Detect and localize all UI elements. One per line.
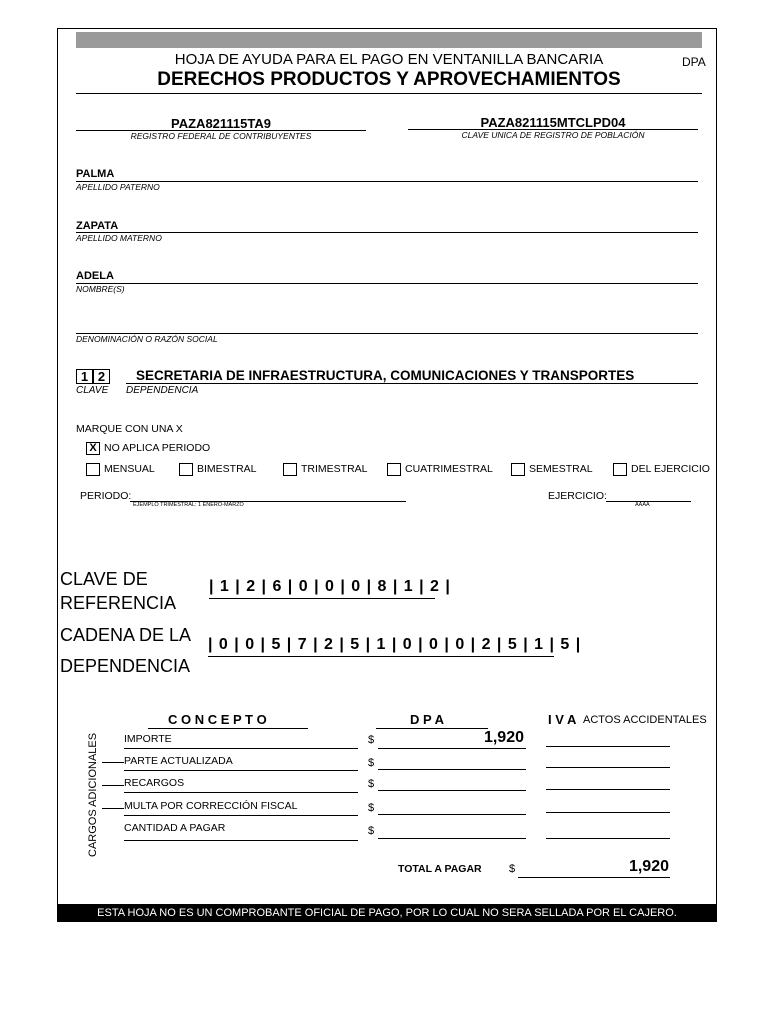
razon-social-caption: DENOMINACIÓN O RAZÓN SOCIAL [76,334,218,344]
col-iva-subheader: ACTOS ACCIDENTALES [583,714,707,726]
row-recargos-line [124,792,358,793]
row-recargos-iva-line[interactable] [546,789,670,790]
col-dpa-header: D P A [410,712,444,727]
row-cantidad-iva-line[interactable] [546,838,670,839]
nombre-caption: NOMBRE(S) [76,284,125,294]
row-multa-currency: $ [368,802,375,814]
col-concepto-header: C O N C E P T O [168,712,267,727]
footer-notice: ESTA HOJA NO ES UN COMPROBANTE OFICIAL DE PAGO, POR LO CUAL NO SERA SELLADA POR EL CAJERO. [57,904,717,922]
clave-referencia-value: | 1 | 2 | 6 | 0 | 0 | 0 | 8 | 1 | 2 | [209,578,451,595]
apellido-materno-value: ZAPATA [76,220,119,232]
apellido-paterno-value: PALMA [76,168,115,180]
total-line [518,877,670,878]
row-multa-tick [102,808,124,809]
dependencia-name: SECRETARIA DE INFRAESTRUCTURA, COMUNICACIONES Y TRANSPORTES [136,368,635,383]
ejercicio-label: EJERCICIO: [548,490,607,502]
row-multa-dpa-line[interactable] [378,814,526,815]
cuatrimestral-label: CUATRIMESTRAL [405,463,493,475]
header-bar [76,32,702,48]
row-importe-dpa: 1,920 [483,729,524,746]
semestral-label: SEMESTRAL [529,463,593,475]
col-iva-header: I V A [548,712,577,727]
clave-caption: CLAVE [76,385,109,396]
bimestral-label: BIMESTRAL [197,463,257,475]
periodo-hint: EJEMPLO TRIMESTRAL: 1 ENERO-MARZO [133,502,244,508]
apellido-paterno-line [76,181,698,182]
row-parte-iva-line[interactable] [546,767,670,768]
row-cantidad-currency: $ [368,825,375,837]
cadena-dependencia-line [208,656,554,657]
row-multa-iva-line[interactable] [546,812,670,813]
form-tag: DPA [682,55,706,69]
nombre-line [76,283,698,284]
row-cantidad-dpa-line[interactable] [378,838,526,839]
col-concepto-underline [148,728,308,729]
trimestral-label: TRIMESTRAL [301,463,368,475]
row-parte-dpa-line[interactable] [378,769,526,770]
del-ejercicio-label: DEL EJERCICIO [631,463,710,475]
curp-value: PAZA821115MTCLPD04 [480,115,626,130]
dependencia-caption: DEPENDENCIA [126,385,199,396]
row-cantidad-label: CANTIDAD A PAGAR [124,822,226,834]
form-title: HOJA DE AYUDA PARA EL PAGO EN VENTANILLA BANCARIA [174,51,604,68]
cadena-dependencia-label-1: CADENA DE LA [60,625,192,645]
row-cantidad-line [124,840,358,841]
clave-referencia-label-1: CLAVE DE [60,569,148,589]
trimestral-checkbox[interactable] [283,463,297,476]
form-subtitle: DERECHOS PRODUCTOS Y APROVECHAMIENTOS [157,69,621,90]
nombre-value: ADELA [76,270,114,282]
clave-referencia-line [209,598,435,599]
rfc-value: PAZA821115TA9 [171,116,271,131]
ejercicio-hint: AAAA [635,502,650,508]
row-recargos-label: RECARGOS [124,777,185,789]
total-currency: $ [509,863,516,875]
no-aplica-label: NO APLICA PERIODO [104,442,211,454]
row-parte-line [124,770,358,771]
curp-caption: CLAVE UNICA DE REGISTRO DE POBLACIÓN [461,130,645,140]
row-parte-label: PARTE ACTUALIZADA [124,755,233,767]
clave-referencia-label-2: REFERENCIA [60,593,177,613]
header-divider [76,93,702,94]
row-importe-iva-line[interactable] [546,746,670,747]
cadena-dependencia-value: | 0 | 0 | 5 | 7 | 2 | 5 | 1 | 0 | 0 | 0 | 2 | 5 | 1 | 5 | [208,636,582,653]
row-parte-currency: $ [368,757,375,769]
cargos-adicionales-label: CARGOS ADICIONALES [87,732,99,857]
row-recargos-dpa-line[interactable] [378,790,526,791]
mensual-checkbox[interactable] [86,463,100,476]
marque-instruction: MARQUE CON UNA X [76,423,183,435]
semestral-checkbox[interactable] [511,463,525,476]
periodo-label: PERIODO: [80,490,132,502]
row-importe-line [124,748,358,749]
row-recargos-currency: $ [368,778,375,790]
row-importe-currency: $ [368,734,375,746]
bimestral-checkbox[interactable] [179,463,193,476]
apellido-paterno-caption: APELLIDO PATERNO [76,182,160,192]
row-parte-tick [102,762,124,763]
dependencia-line [126,383,698,384]
row-multa-label: MULTA POR CORRECCIÓN FISCAL [124,800,298,812]
del-ejercicio-checkbox[interactable] [613,463,627,476]
clave-digit-1: 1 [76,369,93,384]
row-recargos-tick [102,785,124,786]
mensual-label: MENSUAL [104,463,155,475]
total-label: TOTAL A PAGAR [398,863,482,875]
clave-digit-2: 2 [93,369,110,384]
cadena-dependencia-label-2: DEPENDENCIA [60,656,191,676]
row-multa-line [124,815,358,816]
rfc-caption: REGISTRO FEDERAL DE CONTRIBUYENTES [130,131,312,141]
apellido-materno-caption: APELLIDO MATERNO [76,233,162,243]
apellido-materno-line [76,232,698,233]
no-aplica-checkbox[interactable]: X [86,442,100,455]
row-importe-label: IMPORTE [124,733,172,745]
row-importe-dpa-line[interactable] [378,748,526,749]
cuatrimestral-checkbox[interactable] [387,463,401,476]
total-value: 1,920 [628,858,669,875]
